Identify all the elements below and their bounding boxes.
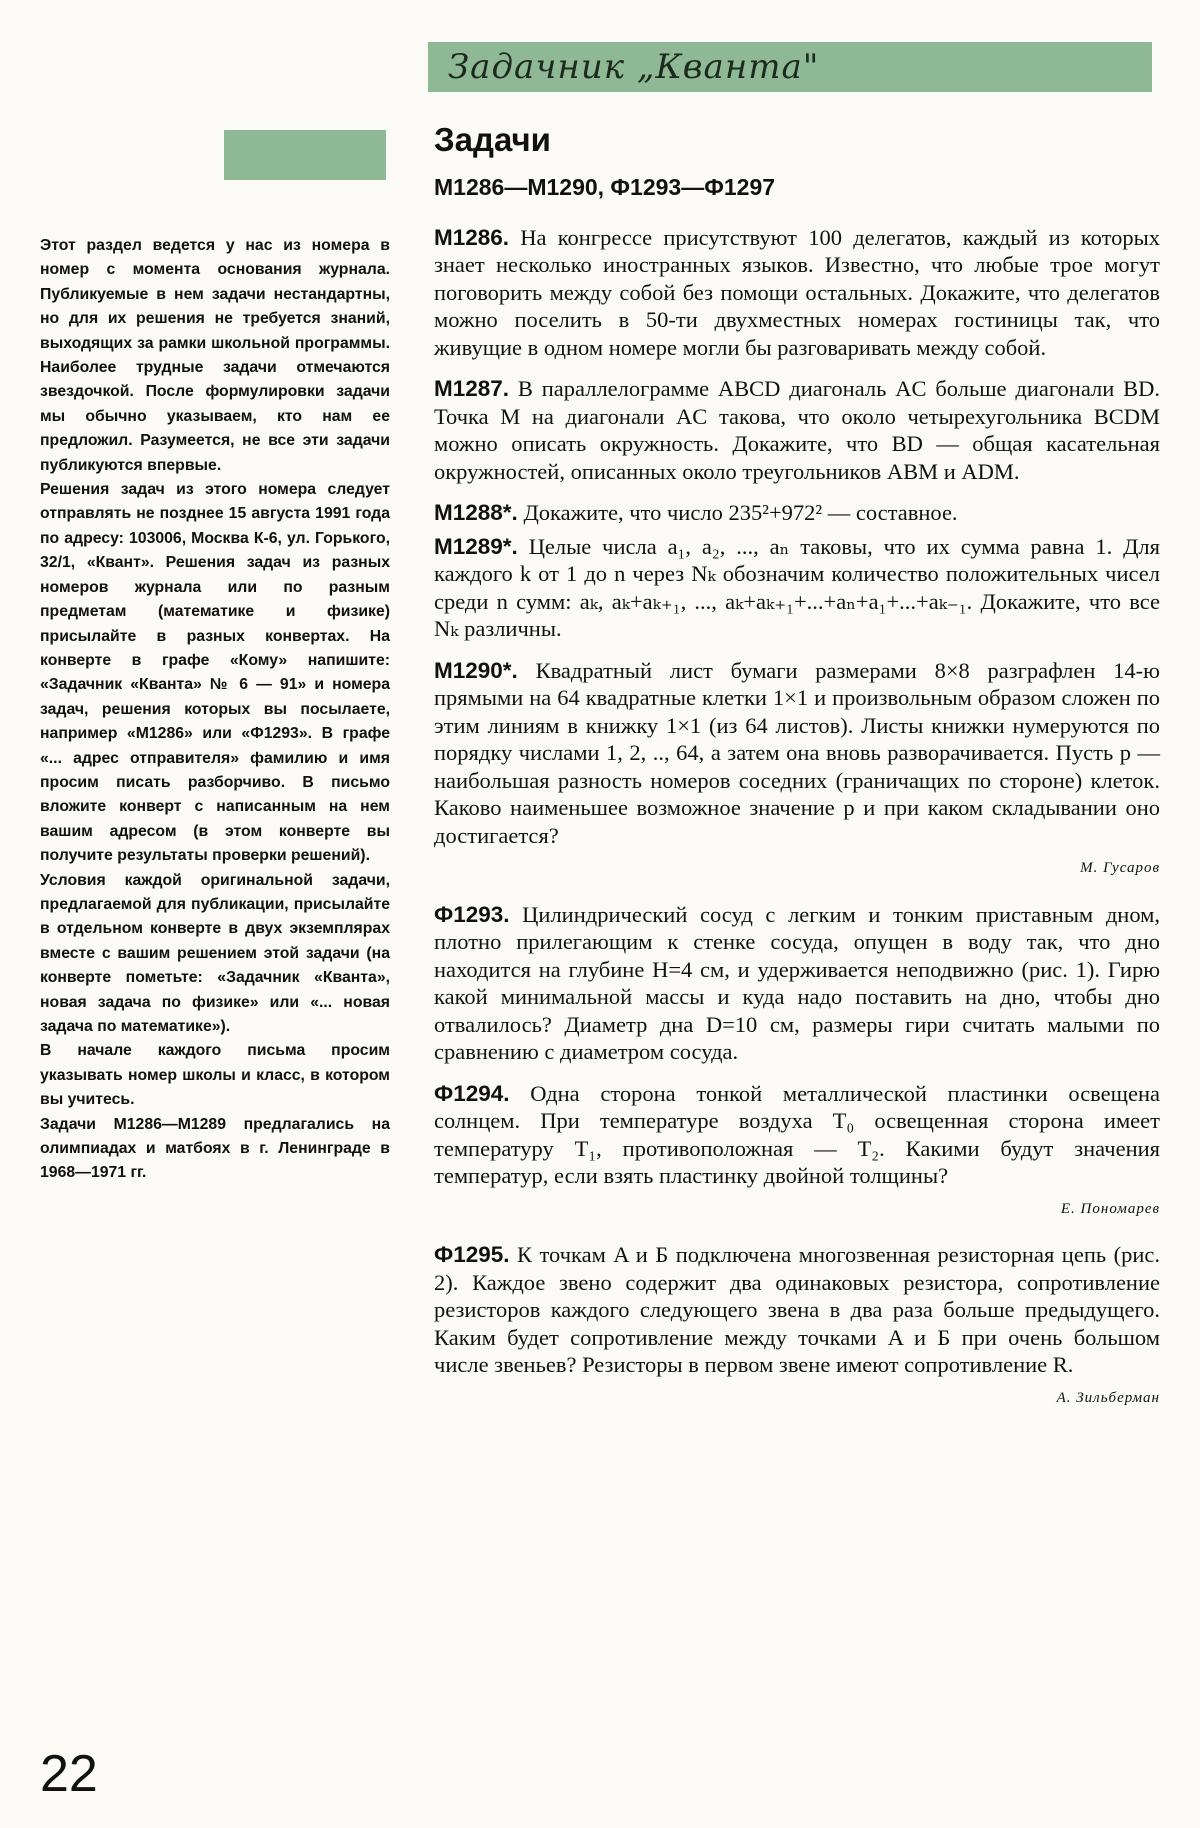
sidebar-paragraph: В начале каждого письма просим указывать номер школы и класс, в котором вы учитесь. [40,1042,390,1109]
problem-m1287 [434,375,1160,485]
problem-text: Докажите, что число 235²+972² — составное. [517,500,958,525]
sidebar-paragraph: Условия каждой оригинальной задачи, предлагаемой для публикации, присылайте в отдельном конверте в двух экземплярах вместе с вашим решением этой задачи (на конверте пометьте: «Задачник «Кванта», новая задача по физике» или «... новая задача по математике»). [40,871,390,1035]
sidebar-color-block [224,130,386,180]
problem-text: Квадратный лист бумаги размерами 8×8 разграфлен 14-ю прямыми на 64 квадратные клетки 1×1 и произвольным образом сложен по этим линиям в книжку 1×1 (из 64 листов). Листы книжки нумеруются по порядку числами 1, 2, .., 64, а затем она вновь разворачивается. Пусть p — наибольшая разность номеров соседних (граничащих по стороне) клеток. Каково наименьшее возможное значение p и при каком складывании оно достигается? [434,657,1160,848]
problem-id: Ф1293. [434,901,510,927]
problem-id: М1289*. [434,533,518,559]
problem-m1286 [434,224,1160,362]
problem-text: Одна сторона тонкой металлической пластинки освещена солнцем. При температуре воздуха T₀ освещенная сторона имеет температуру T₁, противоположная — T₂. Какими будут значения температур, если взять пластинку двойной толщины? [434,1080,1160,1188]
problem-text: К точкам A и Б подключена многозвенная резисторная цепь (рис. 2). Каждое звено содержит два одинаковых резистора, сопротивление резисторов каждого следующего звена в два раза больше предыдущего. Каким будет сопротивление между точками A и Б при очень большом числе звеньев? Резисторы в первом звене имеют сопротивление R. [434,1242,1160,1377]
problem-m1288 [434,499,1160,527]
problem-range: М1286—М1290, Ф1293—Ф1297 [434,174,776,200]
problem-m1289 [434,533,1160,643]
sidebar-paragraph: Решения задач из этого номера следует отправлять не позднее 15 августа 1991 года по адресу: 103006, Москва К-6, ул. Горького, 32/1, «Квант». Решения задач из разных номеров журнала или по разным предметам (математике и физике) присылайте в разных конвертах. На конверте в графе «Кому» напишите: «Задачник «Кванта» № 6 — 91» и номера задач, решения которых вы посылаете, например «М1286» или «Ф1293». В графе «... адрес отправителя» фамилию и имя просим писать разборчиво. В письмо вложите конверт с написанным на нем вашим адресом (в этом конверте вы получите результаты проверки решений). [40,481,390,865]
problems-column [434,120,1160,1430]
sidebar-paragraph: Этот раздел ведется у нас из номера в номер с момента основания журнала. Публикуемые в нем задачи нестандартны, но для их решения не требуется знаний, выходящих за рамки школьной программы. Наиболее трудные задачи отмечаются звездочкой. После формулировки задачи мы обычно указываем, кто нам ее предложил. Разумеется, не все эти задачи публикуются впервые. [40,237,390,474]
problem-id: М1286. [434,224,510,250]
section-banner [428,42,1152,92]
problem-text: В параллелограмме ABCD диагональ AC больше диагонали BD. Точка M на диагонали AC такова, что около четырехугольника BCDM можно описать окружность. Докажите, что BD — общая касательная окружностей, описанных около треугольников ABM и ADM. [434,376,1160,484]
problem-author: М. Гусаров [1080,860,1160,876]
problem-author: Е. Пономарев [1060,1200,1160,1217]
problem-id: М1290*. [434,657,518,683]
problem-f1294 [434,1080,1160,1190]
problem-text: Цилиндрический сосуд с легким и тонким приставным дном, плотно прилегающим к стенке сосуда, опущен в воду так, что дно находится на глубине H=4 см, и удерживается неподвижно (рис. 1). Гирю какой минимальной массы и куда надо поставить на дно, чтобы дно отвалилось? Диаметр дна D=10 см, размеры гири считать малыми по сравнению с диаметром сосуда. [434,901,1160,1064]
problem-f1293 [434,901,1160,1066]
problem-m1290 [434,657,1160,850]
banner-title: Задачник „Кванта" [448,47,820,87]
problem-id: Ф1295. [434,1242,510,1267]
page-title: Задачи [434,121,551,158]
sidebar-info [40,234,390,1186]
problem-author: А. Зильберман [1056,1389,1160,1406]
problem-f1295 [434,1241,1160,1379]
page-number: 22 [40,1745,98,1803]
problem-text: На конгрессе присутствуют 100 делегатов, каждый из которых знает несколько иностранных языков. Известно, что любые трое могут поговорить между собой без помощи остальных. Докажите, что делегатов можно поселить в 50-ти двухместных номерах гостиницы так, что живущие в одном номере могли бы разговаривать между собой. [434,224,1160,360]
problem-id: М1288*. [434,500,518,525]
problem-id: М1287. [434,376,510,401]
sidebar-paragraph: Задачи М1286—М1289 предлагались на олимпиадах и матбоях в г. Ленинграде в 1968—1971 гг. [40,1115,390,1182]
problem-text: Целые числа a₁, a₂, ..., aₙ таковы, что их сумма равна 1. Для каждого k от 1 до n через Nₖ обозначим количество положительных чисел среди n сумм: aₖ, aₖ+aₖ₊₁, ..., aₖ+aₖ₊₁+...+aₙ+a₁+...+aₖ₋₁. Докажите, что все Nₖ различны. [434,533,1160,641]
problem-id: Ф1294. [434,1080,510,1106]
